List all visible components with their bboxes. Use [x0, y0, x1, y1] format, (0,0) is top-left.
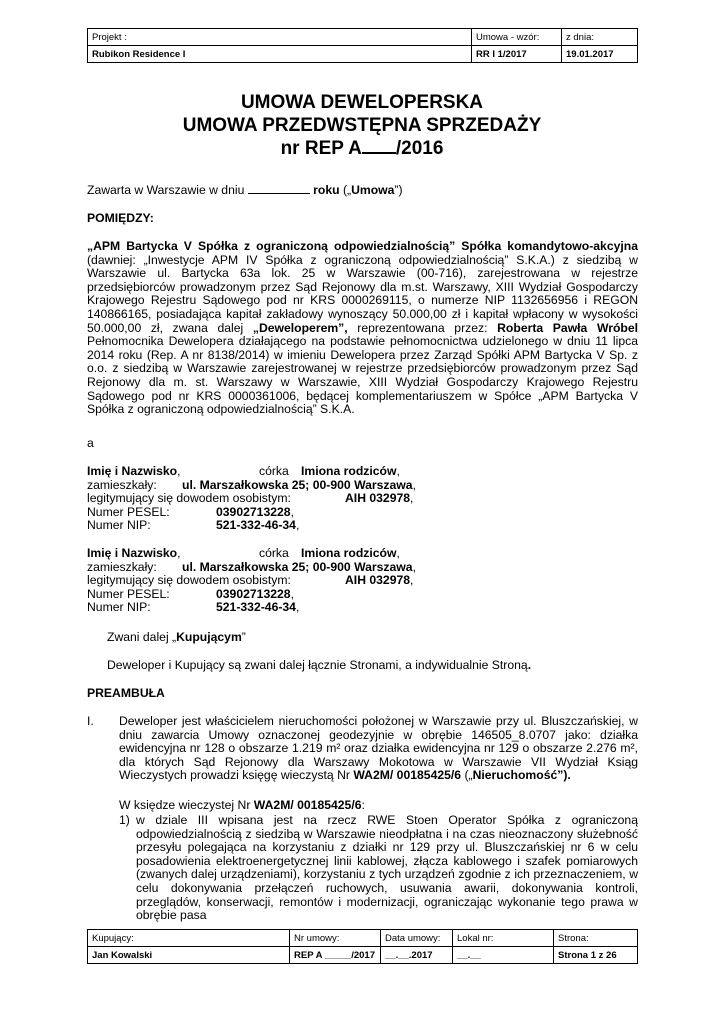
title-line-3: nr REP A /2016 [280, 138, 444, 159]
preambula-item-1: Deweloper jest właścicielem nieruchomości położonej w Warszawie przy ul. Bluszczańskiej, w dniu zawarcia Umowy oznaczonej geodezyjnie w obrębie 146505_8.0707 jako: działka ewidencyjna nr 128 o obszarze 1.219 m² oraz działka ewidencyjna nr 129 o obszarze 2.276 m², dla których Sąd Rejonowy dla Warszawy Mokotowa w Warszawie VII Wydział Ksiąg Wieczystych prowadzi księgę wieczystą Nr WA2M/ 00185425/6 („Nieruchomość”). [119, 714, 638, 783]
project-label: Projekt : [88, 29, 472, 46]
title-line-2: UMOWA PRZEDWSTĘPNA SPRZEDAŻY [182, 115, 542, 136]
footer-buyer-value: Jan Kowalski [88, 947, 290, 964]
footer-number-label: Nr umowy: [290, 930, 381, 947]
footer-date-value: __.__.2017 [381, 947, 453, 964]
list-item-1-number: 1) [119, 813, 130, 827]
strony-line: Deweloper i Kupujący są zwani dalej łącznie Stronami, a indywidualnie Stroną. [107, 658, 532, 672]
footer-unit-value: __.__ [453, 947, 554, 964]
date-value: 19.01.2017 [562, 46, 638, 63]
footer-date-label: Data umowy: [381, 930, 453, 947]
date-label: z dnia: [562, 29, 638, 46]
title-line-1: UMOWA DEWELOPERSKA [240, 92, 484, 113]
document-title [0, 91, 724, 160]
preambula-heading: PREAMBUŁA [87, 686, 165, 700]
preambula-item-number: I. [87, 714, 94, 728]
kupujacym-line: Zwani dalej „Kupującym” [107, 630, 246, 644]
pomiedzy-heading: POMIĘDZY: [87, 211, 154, 225]
footer-buyer-label: Kupujący: [88, 930, 290, 947]
footer-table [87, 929, 638, 964]
intro-line: Zawarta w Warszawie w dniu roku („Umowa”) [87, 183, 403, 197]
contract-value: RR I 1/2017 [472, 46, 562, 63]
kw-line: W księdze wieczystej Nr WA2M/ 00185425/6: [119, 798, 365, 812]
developer-paragraph: „APM Bartycka V Spółka z ograniczoną odpowiedzialnością” Spółka komandytowo-akcyjna (dawniej: „Inwestycje APM IV Spółka z ograniczoną odpowiedzialnością” S.K.A.) z siedzibą w Warszawie ul. Bartycka 63a lok. 25 w Warszawie (00-716), zarejestrowana w rejestrze przedsiębiorców prowadzonym przez Sąd Rejonowy dla m.st. Warszawy, XIII Wydział Gospodarczy Krajowego Rejestru Sądowego pod nr KRS 0000269115, o numerze NIP 1132656956 i REGON 140866165, posiadająca kapitał zakładowy wynoszący 50.000,00 zł i kapitał wpłacony w wysokości 50.000,00 zł, zwana dalej „Deweloperem”, reprezentowana przez: Roberta Pawła Wróbel Pełnomocnika Dewelopera działającego na podstawie pełnomocnictwa udzielonego w dniu 11 lipca 2014 roku (Rep. A nr 8138/2014) w imieniu Dewelopera przez Zarząd Spółki APM Bartycka V Sp. z o.o. z siedzibą w Warszawie zarejestrowanej w rejestrze przedsiębiorców prowadzonym przez Sąd Rejonowy dla m. st. Warszawy w Warszawie, XIII Wydział Gospodarczy Krajowego Rejestru Sądowego pod nr KRS 0000361006, będącej komplementariuszem w Spółce „APM Bartycka V Spółka z ograniczoną odpowiedzialnością” S.K.A. [87, 239, 639, 417]
footer-unit-label: Lokal nr: [453, 930, 554, 947]
date-blank [248, 193, 310, 194]
footer-page-label: Strona: [554, 930, 638, 947]
and-word: a [87, 436, 94, 450]
header-table [87, 28, 638, 63]
project-value: Rubikon Residence I [88, 46, 472, 63]
list-item-1-text: w dziale III wpisana jest na rzecz RWE Stoen Operator Spółka z ograniczoną odpowiedzialnością z siedzibą w Warszawie nieodpłatna i na czas nieoznaczony służebność przesyłu polegająca na korzystaniu z działki nr 129 przy ul. Bluszczańskiej nr 6 w celu posadowienia elektroenergetycznej linii kablowej, złącza kablowego i szafek pomiarowych (zwanych dalej urządzeniami), korzystaniu z tych urządzeń zgodnie z ich przeznaczeniem, w celu dokonywania przełączeń ruchowych, usuwania awarii, dokonywania kontroli, przeglądów, konserwacji, remontów i modernizacji, ograniczając wykonanie tego prawa w obrębie pasa [136, 813, 638, 923]
buyer-1-block: Imię i Nazwisko, córka Imiona rodziców, zamieszkały: ul. Marszałkowska 25; 00-900 Warszawa, legitymujący się dowodem osobistym: AIH 032978, Numer PESEL: 03902713228, Numer NIP: 521-332-46-34, [87, 464, 416, 533]
footer-number-value: REP A _____/2017 [290, 947, 381, 964]
contract-label: Umowa - wzór: [472, 29, 562, 46]
buyer-2-block: Imię i Nazwisko, córka Imiona rodziców, zamieszkały: ul. Marszałkowska 25; 00-900 Warszawa, legitymujący się dowodem osobistym: AIH 032978, Numer PESEL: 03902713228, Numer NIP: 521-332-46-34, [87, 546, 416, 615]
footer-page-value: Strona 1 z 26 [554, 947, 638, 964]
